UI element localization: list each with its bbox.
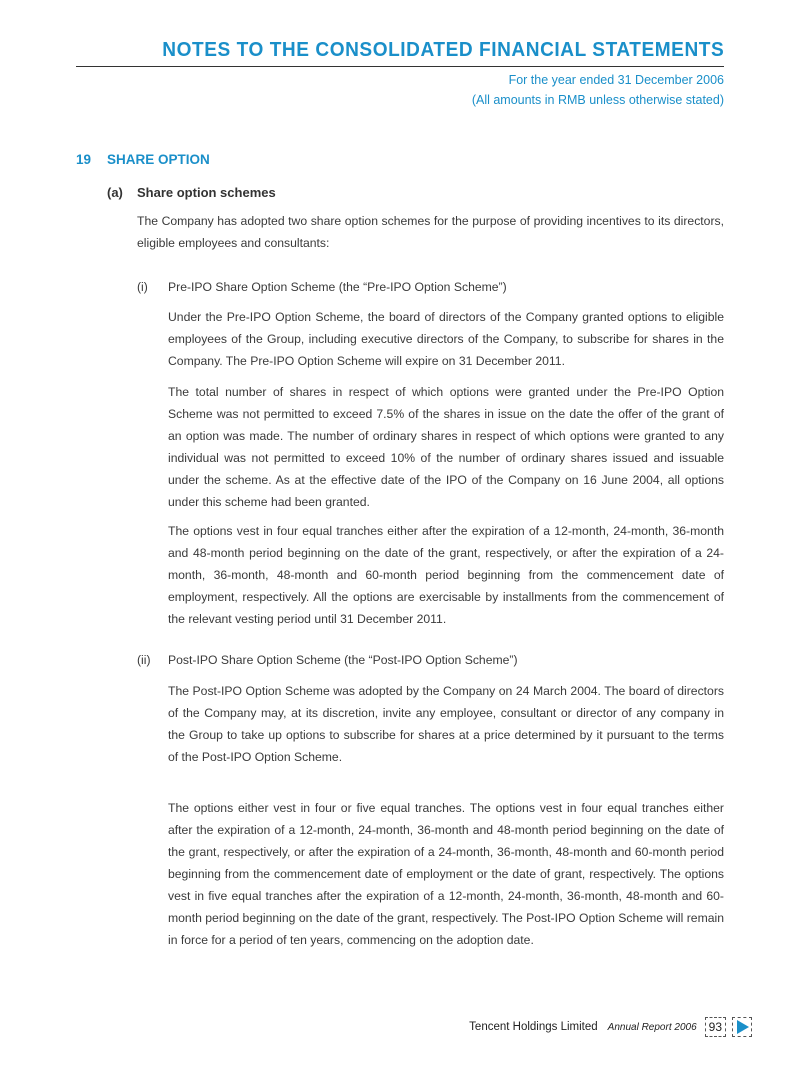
paragraph: The options vest in four equal tranches either after the expiration of a 12-month, 24-month, 36-month and 48-month period beginning on the date of the grant, respectively, or after the expiration of a 24-month, 36-month, 48-month and 60-month period beginning from the commencement date of employment, respectively. All the options are exercisable by installments from the commencement of the relevant vesting period until 31 December 2011.: [168, 524, 724, 626]
paragraph: Under the Pre-IPO Option Scheme, the board of directors of the Company granted options to eligible employees of the Group, including executive directors of the Company, to subscribe for shares in the Company. The Pre-IPO Option Scheme will expire on 31 December 2011.: [168, 310, 724, 368]
item-heading-post-ipo: [137, 653, 518, 667]
intro-paragraph: The Company has adopted two share option schemes for the purpose of providing incentives to its directors, eligible employees and consultants:: [137, 214, 724, 250]
next-page-button[interactable]: [732, 1017, 752, 1037]
subsection-number: (a): [107, 185, 123, 200]
item-title: Post-IPO Share Option Scheme (the “Post-IPO Option Scheme”): [168, 653, 518, 667]
section-heading: [76, 152, 210, 167]
paragraph: The options either vest in four or five equal tranches. The options vest in four equal tranches either after the expiration of a 12-month, 24-month, 36-month and 48-month period beginning on the date of the grant, respectively, or after the expiration of a 24-month, 36-month, 48-month and 60-month period beginning from the commencement date of employment or the date of grant, respectively. The options vest in five equal tranches after the expiration of a 12-month, 24-month, 36-month, 48-month and 60-month period beginning on the date of the grant, respectively. The Post-IPO Option Scheme will remain in force for a period of ten years, commencing on the adoption date.: [168, 801, 724, 947]
section-number: 19: [76, 152, 92, 167]
item-number: (i): [137, 280, 148, 294]
page-title: NOTES TO THE CONSOLIDATED FINANCIAL STATEMENTS: [162, 38, 724, 61]
item-heading-pre-ipo: [137, 280, 507, 294]
company-name: Tencent Holdings Limited: [469, 1021, 598, 1033]
page-footer: [469, 1016, 752, 1038]
subsection-heading: [107, 185, 276, 200]
play-arrow-icon: [735, 1020, 749, 1034]
currency-note: (All amounts in RMB unless otherwise stated): [471, 93, 724, 107]
item-title: Pre-IPO Share Option Scheme (the “Pre-IPO Option Scheme”): [168, 280, 507, 294]
page-number: 93: [705, 1017, 726, 1037]
paragraph: The total number of shares in respect of which options were granted under the Pre-IPO Option Scheme was not permitted to exceed 7.5% of the shares in issue on the date the offer of the grant of an option was made. The number of ordinary shares in respect of which options were granted to any individual was not permitted to exceed 10% of the number of ordinary shares issued and issuable under the scheme. As at the effective date of the IPO of the Company on 16 June 2004, all options under this scheme had been granted.: [168, 385, 724, 509]
report-name: Annual Report 2006: [607, 1021, 697, 1033]
item-number: (ii): [137, 653, 151, 667]
paragraph: The Post-IPO Option Scheme was adopted by the Company on 24 March 2004. The board of directors of the Company may, at its discretion, invite any employee, consultant or director of any company in the Group to take up options to subscribe for shares at a price determined by it pursuant to the terms of the Post-IPO Option Scheme.: [168, 684, 724, 764]
period-subtitle: For the year ended 31 December 2006: [508, 73, 724, 87]
subsection-title: Share option schemes: [137, 185, 276, 200]
section-title: SHARE OPTION: [107, 152, 210, 167]
header-divider: [76, 66, 724, 67]
